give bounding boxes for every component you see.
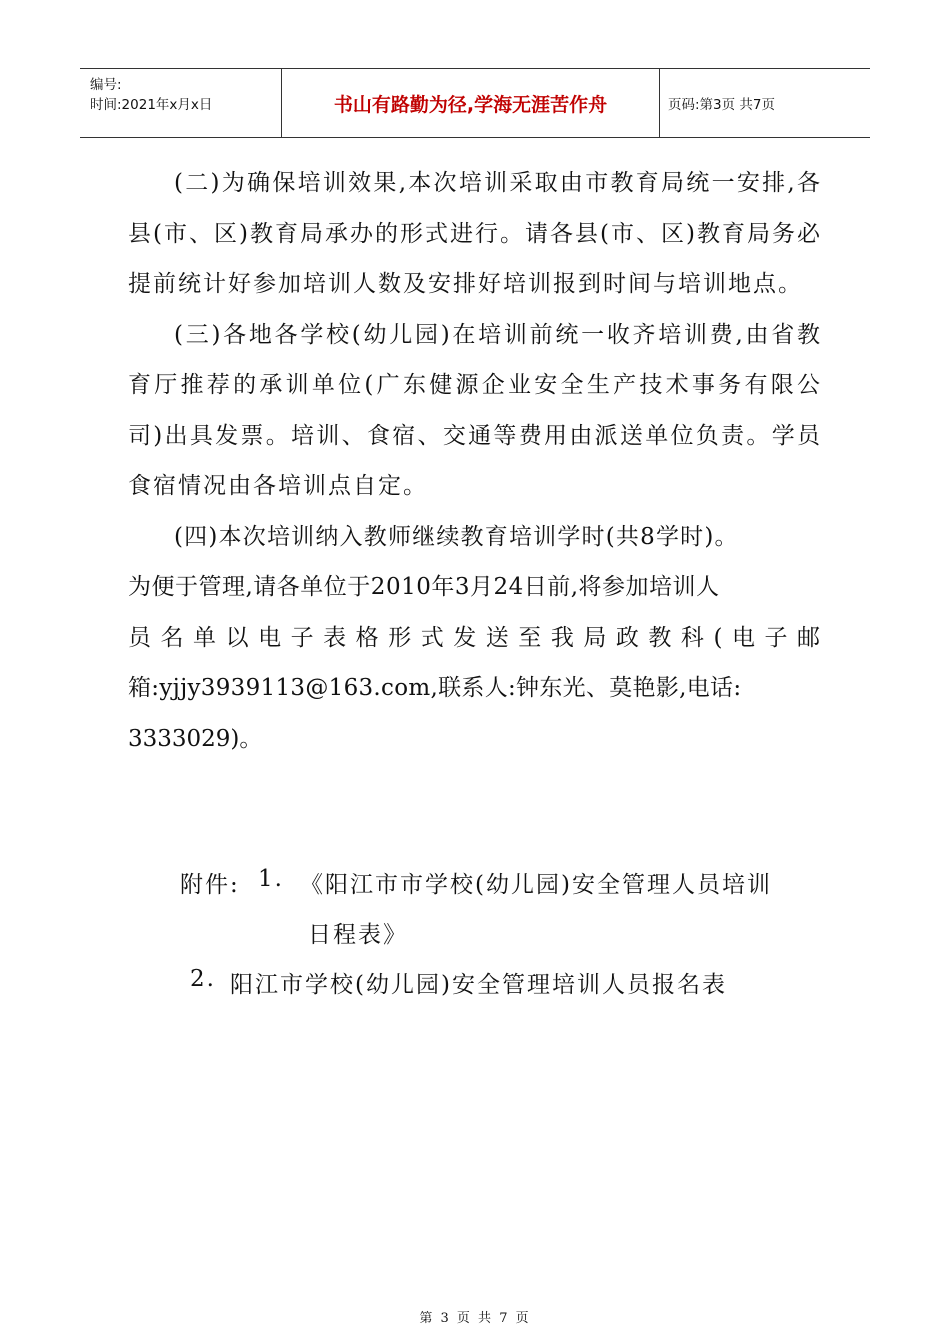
attachment-1-number: 1.: [258, 866, 284, 892]
paragraph-3: (三)各地各学校(幼儿园)在培训前统一收齐培训费,由省教育厅推荐的承训单位(广东健源企业安全生产技术事务有限公司)出具发票。培训、食宿、交通等费用由派送单位负责。学员食宿情况由各培训点自定。: [128, 321, 822, 499]
paragraph-2: (二)为确保培训效果,本次培训采取由市教育局统一安排,各县(市、区)教育局承办的形式进行。请各县(市、区)教育局务必提前统计好参加培训人数及安排好培训报到时间与培训地点。: [128, 170, 822, 297]
paragraph-4-line-2: 为便于管理,请各单位于2010年3月24日前,将参加培训人: [128, 574, 720, 600]
paragraph-4-line-3: 员名单以电子表格形式发送至我局政教科(电子邮: [128, 624, 822, 651]
document-time-label: 时间:2021年x月x日: [90, 97, 213, 113]
attachment-2-number: 2.: [190, 966, 216, 992]
attachments-prefix: 附件:: [180, 872, 240, 898]
attachment-1-title-continued: 日程表》: [308, 922, 408, 948]
paragraph-4-line-1: (四)本次培训纳入教师继续教育培训学时(共8学时)。: [174, 523, 739, 550]
attachment-2-title: 阳江市学校(幼儿园)安全管理培训人员报名表: [230, 972, 727, 998]
attachment-1-title: 《阳江市市学校(幼儿园)安全管理人员培训: [300, 872, 772, 898]
paragraph-4-line-5: 3333029)。: [128, 725, 263, 752]
header-motto: 书山有路勤为径,学海无涯苦作舟: [282, 69, 660, 137]
document-body: [128, 158, 822, 764]
document-number-label: 编号:: [90, 77, 122, 93]
page-header: [80, 68, 870, 138]
page-footer: 第 3 页 共 7 页: [419, 1311, 531, 1326]
paragraph-4-line-4: 箱:yjjy3939113@163.com,联系人:钟东光、莫艳影,电话:: [128, 675, 742, 701]
header-page-number: 页码:第3页 共7页: [668, 97, 776, 113]
header-meta: [80, 69, 282, 137]
paragraph-4: [128, 512, 822, 765]
